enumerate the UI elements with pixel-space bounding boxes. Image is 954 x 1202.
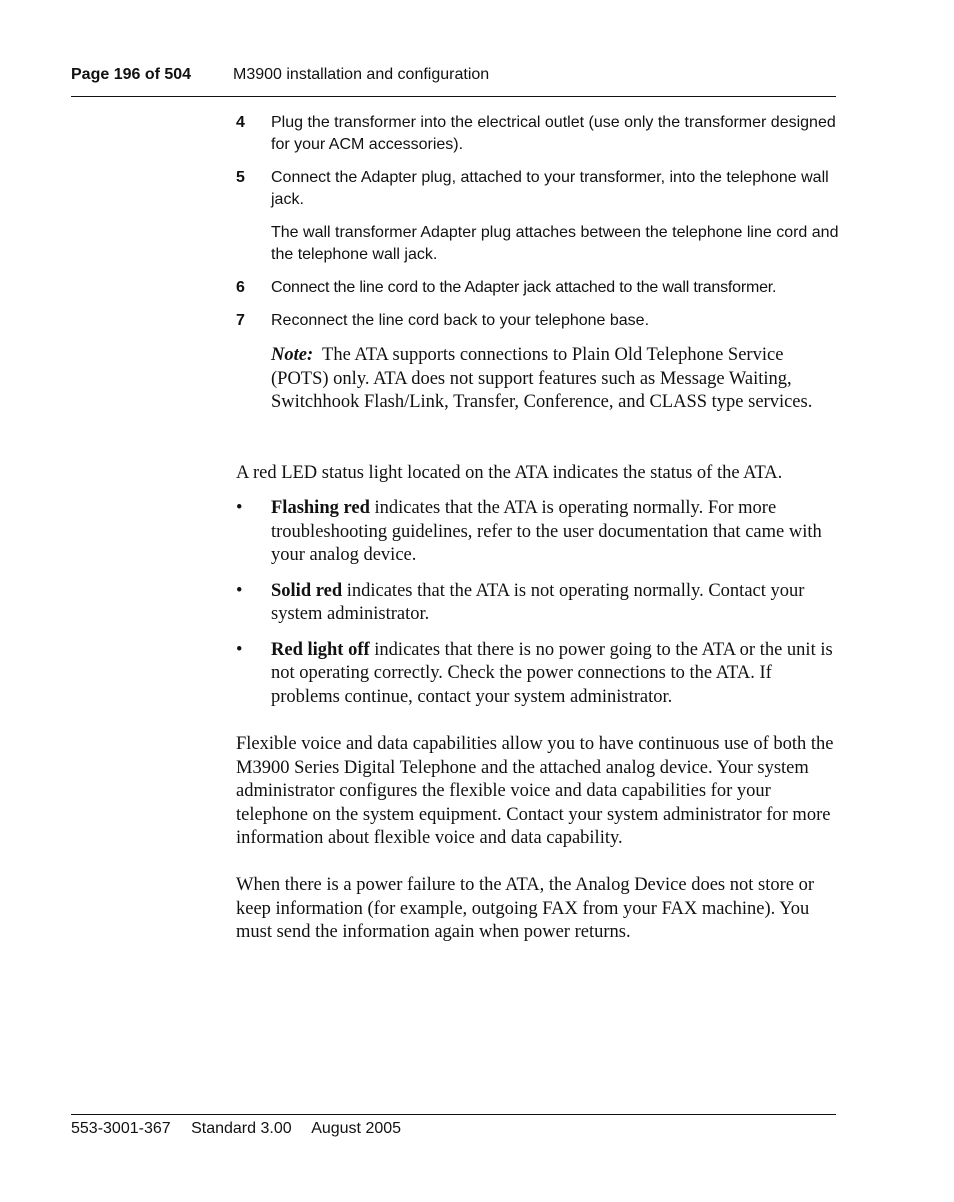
note-label: Note: [271, 345, 314, 365]
led-intro-text: A red LED status light located on the ATA indicates the status of the ATA. [236, 463, 783, 483]
step-number: 5 [236, 169, 245, 186]
led-status-list [236, 497, 836, 721]
led-state-description: indicates that the ATA is not operating normally. Contact your system administrator. [271, 580, 805, 624]
step-text: Connect the Adapter plug, attached to your transformer, into the telephone wall jack. [271, 169, 829, 208]
led-state-term: Solid red [271, 580, 343, 601]
step-text: Reconnect the line cord back to your telephone base. [271, 312, 650, 329]
bullet-marker: • [236, 580, 243, 601]
page-number: Page 196 of 504 [71, 66, 192, 83]
step-number: 6 [236, 279, 245, 296]
step-6 [236, 277, 846, 299]
footer-meta [71, 1120, 417, 1138]
note-text: The ATA supports connections to Plain Old Telephone Service (POTS) only. ATA does not support features such as Message Waiting, Switchhook Flash/Link, Transfer, Conference, and CLASS type services. [271, 345, 813, 412]
step-5 [236, 167, 846, 266]
page-header [71, 66, 836, 97]
led-state-term: Red light off [271, 639, 370, 660]
installation-steps [236, 112, 846, 343]
step-number: 7 [236, 312, 245, 329]
flexible-voice-paragraph: Flexible voice and data capabilities allow you to have continuous use of both the M3900 Series Digital Telephone and the attached analog device. Your system administrator configures the flexible voice and data capabilities for your telephone on the system equipment. Contact your system administrator for more information about flexible voice and data capability. [236, 734, 834, 848]
publication-date: August 2005 [311, 1120, 402, 1137]
standard-version: Standard 3.00 [191, 1120, 292, 1137]
list-item [236, 580, 836, 627]
list-item [236, 639, 836, 710]
step-number: 4 [236, 114, 245, 131]
led-state-description: indicates that there is no power going to the ATA or the unit is not operating correctly. Check the power connections to the ATA. If problems continue, contact your system administrator. [271, 639, 833, 707]
led-state-description: indicates that the ATA is operating normally. For more troubleshooting guidelines, refer to the user documentation that came with your analog device. [271, 498, 822, 565]
led-state-term: Flashing red [271, 498, 370, 518]
step-text: Plug the transformer into the electrical outlet (use only the transformer designed for your ACM accessories). [271, 114, 836, 153]
step-7 [236, 310, 846, 332]
bullet-marker: • [236, 639, 243, 660]
document-title: M3900 installation and configuration [233, 66, 490, 83]
page-footer [71, 1114, 836, 1137]
step-4 [236, 112, 846, 156]
bullet-marker: • [236, 498, 243, 518]
note-block [271, 344, 841, 415]
list-item [236, 497, 836, 568]
power-failure-paragraph: When there is a power failure to the ATA, the Analog Device does not store or keep information (for example, outgoing FAX from your FAX machine). You must send the information again when power returns. [236, 875, 815, 942]
step-text: Connect the line cord to the Adapter jack attached to the wall transformer. [271, 279, 777, 296]
step-subtext: The wall transformer Adapter plug attaches between the telephone line cord and the telephone wall jack. [271, 224, 839, 263]
document-number: 553-3001-367 [71, 1120, 171, 1137]
